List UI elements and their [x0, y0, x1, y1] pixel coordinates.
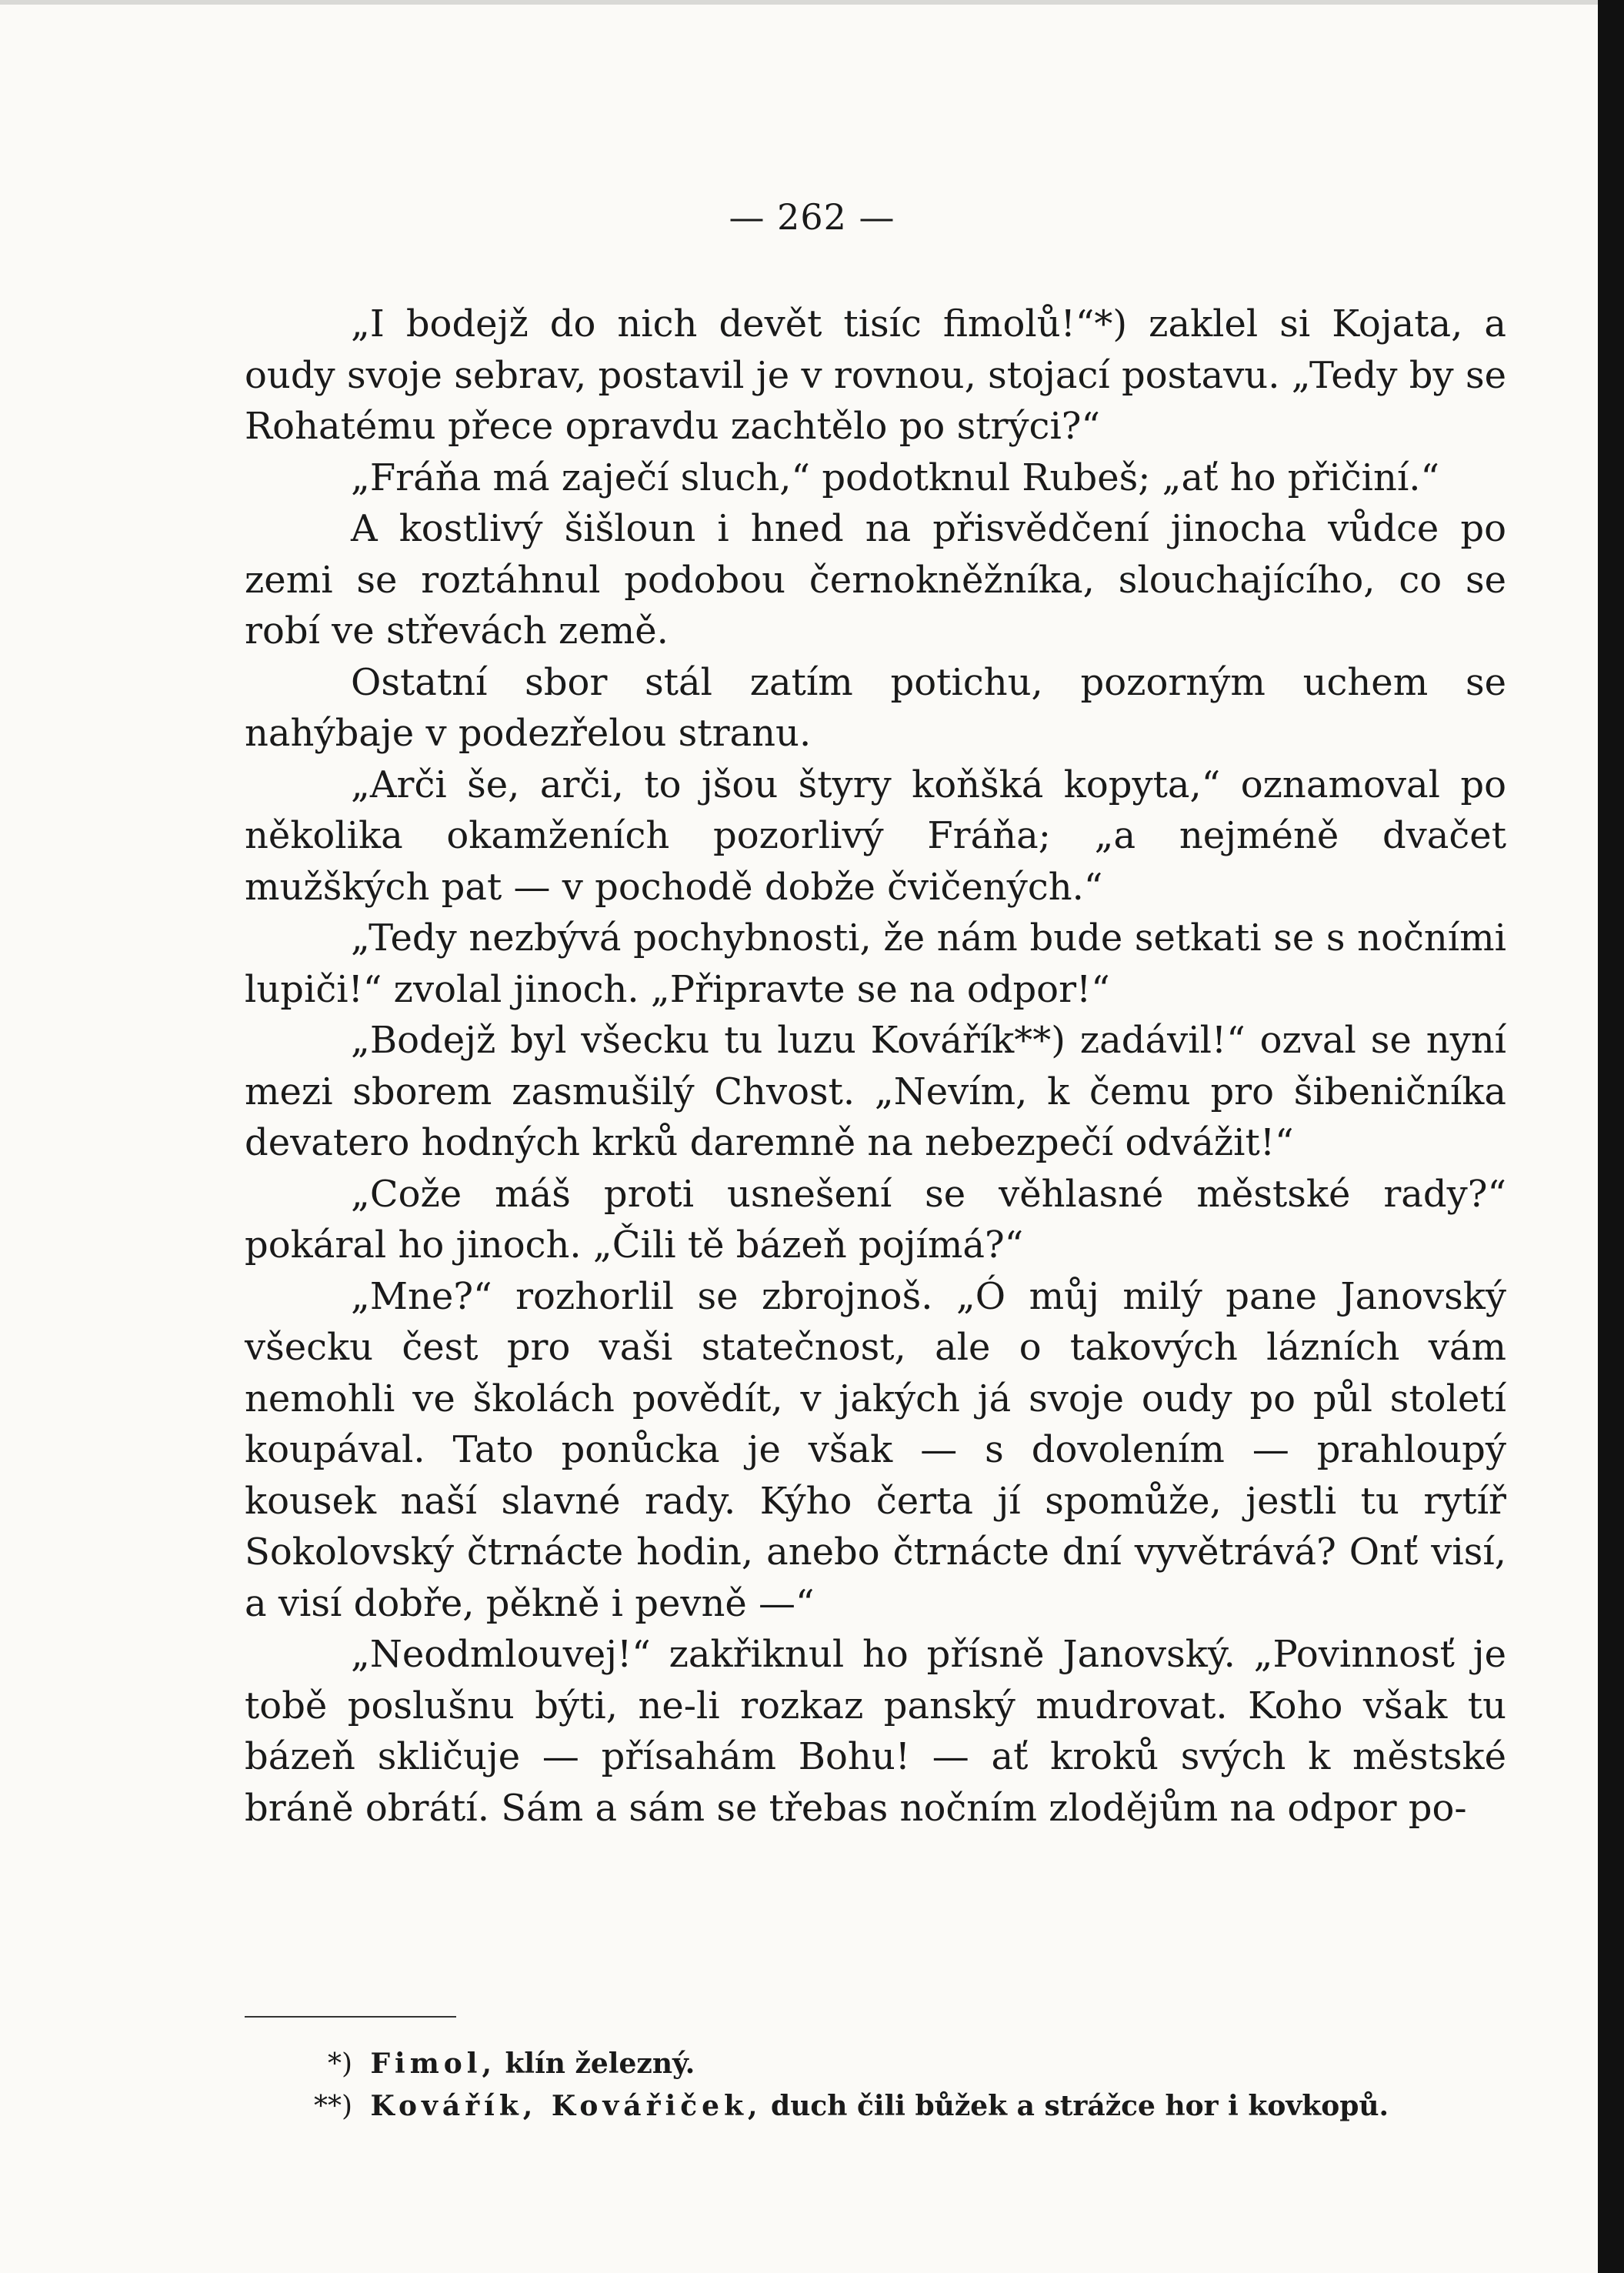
footnote — [245, 2085, 1506, 2128]
paragraph: „Tedy nezbývá pochybnosti, že nám bude setkati se s nočními lupiči!“ zvolal jinoch. „Připravte se na odpor!“ — [245, 916, 1506, 1011]
paragraph: „Cože máš proti usnešení se věhlasné městské rady?“ pokáral ho jinoch. „Čili tě bázeň pojímá?“ — [245, 1172, 1506, 1267]
paragraph: A kostlivý šišloun i hned na přisvědčení jinocha vůdce po zemi se roztáhnul podobou černokněžníka, slouchajícího, co se robí ve střevách země. — [245, 507, 1506, 653]
paragraph: „I bodejž do nich devět tisíc fimolů!“*) zaklel si Kojata, a oudy svoje sebrav, postavil je v rovnou, stojací postavu. „Tedy by se Rohatému přece opravdu zachtělo po strýci?“ — [245, 302, 1506, 448]
body-text — [245, 299, 1506, 1834]
paragraph: „Neodmlouvej!“ zakřiknul ho přísně Janovský. „Povinnosť je tobě poslušnu býti, ne-li rozkaz panský mudrovat. Koho však tu bázeň skličuje — přísahám Bohu! — ať kroků svých k městské bráně obrátí. Sám a sám se třebas nočním zlodějům na odpor po- — [245, 1633, 1506, 1830]
footnote-term: Kovářík, Kovářiček, — [370, 2090, 762, 2122]
footnote-separator — [245, 2016, 456, 2018]
page-number: — 262 — — [729, 196, 895, 238]
footnote — [245, 2043, 1506, 2085]
footnote-term: Fimol, — [370, 2048, 496, 2080]
paragraph: „Bodejž byl všecku tu luzu Kovářík**) zadávil!“ ozval se nyní mezi sborem zasmušilý Chvost. „Nevím, k čemu pro šibeničníka devatero hodných krků daremně na nebezpečí odvážit!“ — [245, 1019, 1506, 1164]
footnote-gloss: klín železný. — [505, 2048, 695, 2080]
footnote-gloss: duch čili bůžek a strážce hor i kovkopů. — [771, 2090, 1389, 2122]
scan-top-edge — [0, 0, 1624, 5]
paragraph: Ostatní sbor stál zatím potichu, pozorným uchem se nahýbaje v podezřelou stranu. — [245, 660, 1506, 755]
paragraph: „Fráňa má zaječí sluch,“ podotknul Rubeš; „ať ho přičiní.“ — [351, 456, 1440, 499]
footnotes — [245, 2043, 1506, 2128]
paragraph: „Arči še, arči, to jšou štyry koňšká kopyta,“ oznamoval po několika okamženích pozorlivý Fráňa; „a nejméně dvačet mužškých pat — v pochodě dobže čvičených.“ — [245, 763, 1506, 909]
footnote-mark: *) — [327, 2048, 352, 2080]
paragraph: „Mne?“ rozhorlil se zbrojnoš. „Ó můj milý pane Janovský všecku čest pro vaši statečnost, ale o takových lázních vám nemohli ve školách povědít, v jakých já svoje oudy po půl století koupával. Tato ponůcka je však — s dovolením — prahloupý kousek naší slavné rady. Kýho čerta jí spomůže, jestli tu rytíř Sokolovský čtrnácte hodin, anebo čtrnácte dní vyvětrává? Onť visí, a visí dobře, pěkně i pevně —“ — [245, 1274, 1506, 1625]
footnote-mark: **) — [313, 2091, 352, 2122]
scan-right-edge — [1598, 0, 1624, 2273]
